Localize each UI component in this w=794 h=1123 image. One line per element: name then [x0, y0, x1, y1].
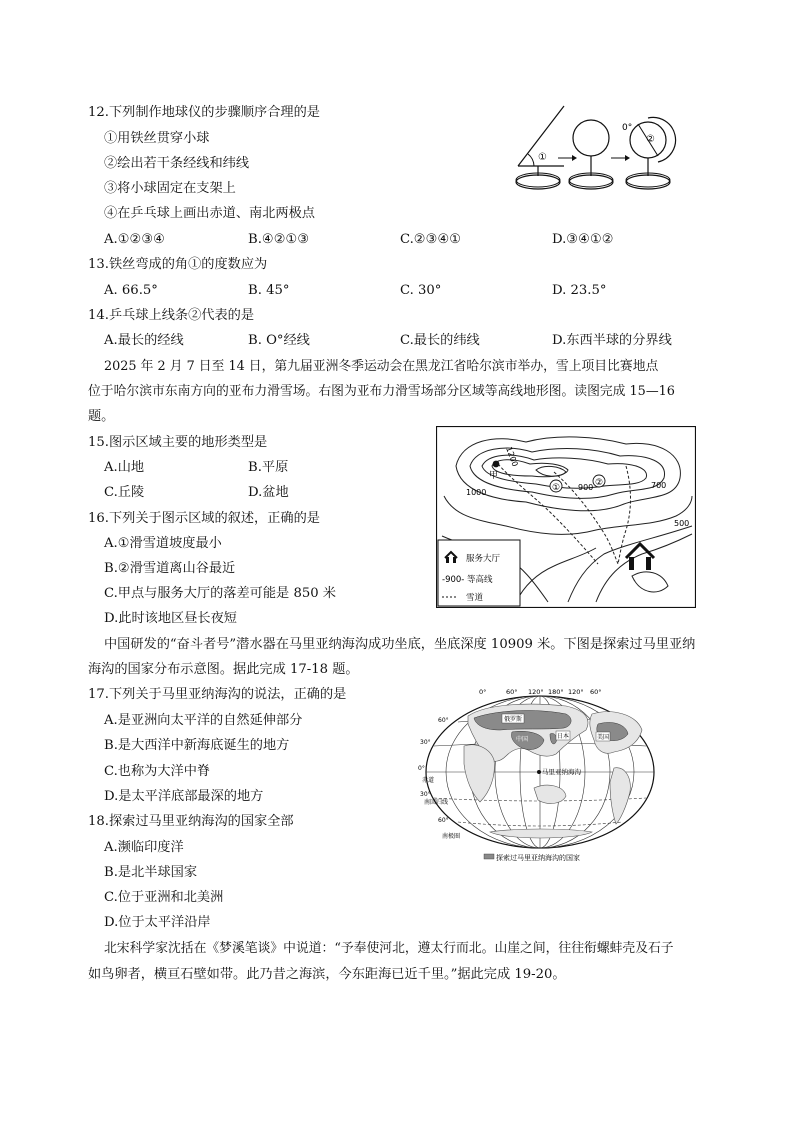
q12-step-3: ③将小球固定在支架上	[104, 181, 236, 196]
run-1-label: ①	[552, 483, 561, 493]
q12-step-1: ①用铁丝贯穿小球	[104, 131, 210, 146]
q14-option-d: D.东西半球的分界线	[552, 333, 672, 348]
lat-label-0: 0°	[418, 765, 425, 772]
map-caption: 探索过马里亚纳海沟的国家	[496, 854, 580, 862]
mariana-trench-point	[537, 770, 541, 774]
q12-step-2: ②绘出若干条经线和纬线	[104, 156, 250, 171]
contour-map	[436, 426, 696, 608]
q12-step-4: ④在乒乓球上画出赤道、南北两极点	[104, 206, 315, 221]
russia-label: 俄罗斯	[504, 716, 523, 723]
q17-option-c: C.也称为大洋中脊	[104, 764, 211, 779]
legend-hall: 服务大厅	[466, 554, 501, 564]
lon-tick-4: 120°	[568, 688, 584, 696]
q13-option-a: A. 66.5°	[104, 283, 158, 298]
japan-label: 日本	[557, 733, 570, 740]
run-2-label: ②	[595, 478, 604, 488]
q13-stem: 13.铁丝弯成的角①的度数应为	[88, 257, 268, 272]
q18-option-b: B.是北半球国家	[104, 865, 198, 880]
lon-tick-0: 0°	[479, 688, 487, 696]
q18-stem: 18.探索过马里亚纳海沟的国家全部	[88, 814, 294, 829]
q14-stem: 14.乒乓球上线条②代表的是	[88, 308, 255, 323]
trench-label: 马里亚纳海沟	[542, 768, 581, 776]
legend-run: 雪道	[466, 593, 484, 603]
equator-label: 赤道	[422, 777, 435, 784]
q17-option-d: D.是太平洋底部最深的地方	[104, 789, 264, 804]
q13-option-b: B. 45°	[248, 283, 290, 298]
contour-900-label: 900	[578, 483, 594, 492]
contour-1000-label: 1000	[466, 488, 487, 497]
q16-option-a: A.①滑雪道坡度最小	[104, 536, 222, 551]
q12-option-d: D.③④①②	[552, 232, 614, 247]
legend-contour: -900- 等高线	[442, 575, 493, 585]
usa-label: 美国	[597, 734, 610, 741]
q14-option-b: B. O°经线	[248, 333, 310, 348]
q16-option-d: D.此时该地区昼长夜短	[104, 611, 237, 626]
angle-label: ①	[538, 152, 547, 163]
passage2-line-2: 海沟的国家分布示意图。据此完成 17-18 题。	[88, 662, 359, 677]
tropic-label: 南回归线	[424, 799, 449, 806]
lat-label-30n: 30°	[420, 739, 431, 746]
q18-option-d: D.位于太平洋沿岸	[104, 915, 211, 930]
q15-option-a: A.山地	[104, 460, 145, 475]
lat-label-60n: 60°	[438, 717, 449, 724]
q16-stem: 16.下列关于图示区域的叙述，正确的是	[88, 511, 320, 526]
antarctic-label: 南极圈	[442, 833, 461, 840]
passage1-line-1: 2025 年 2 月 7 日至 14 日，第九届亚洲冬季运动会在黑龙江省哈尔滨市举办，雪上项目比赛地点	[104, 359, 659, 374]
contour-500-label: 500	[674, 519, 690, 528]
q17-option-b: B.是大西洋中新海底诞生的地方	[104, 738, 290, 753]
lat-label-60s: 60°	[438, 817, 449, 824]
world-map	[416, 684, 660, 864]
q16-option-c: C.甲点与服务大厅的落差可能是 850 米	[104, 586, 336, 601]
q14-option-c: C.最长的纬线	[400, 333, 480, 348]
jia-label: 甲	[489, 471, 499, 481]
lon-tick-2: 120°	[528, 688, 544, 696]
q12-option-c: C.②③④①	[400, 232, 462, 247]
q18-option-a: A.濒临印度洋	[104, 840, 184, 855]
passage3-line-2: 如鸟卵者，横亘石壁如带。此乃昔之海滨，今东距海已近千里。”据此完成 19-20。	[88, 967, 566, 982]
lat-label-30s: 30°	[420, 791, 431, 798]
q18-option-c: C.位于亚洲和北美洲	[104, 890, 224, 905]
q17-option-a: A.是亚洲向太平洋的自然延伸部分	[104, 713, 303, 728]
q12-option-a: A.①②③④	[104, 232, 166, 247]
lon-tick-1: 60°	[506, 688, 518, 696]
contour-700-label: 700	[651, 481, 667, 490]
q16-option-b: B.②滑雪道离山谷最近	[104, 561, 236, 576]
passage1-line-2: 位于哈尔滨市东南方向的亚布力滑雪场。右图为亚布力滑雪场部分区域等高线地形图。读图完成 15—16	[88, 384, 675, 399]
q13-option-c: C. 30°	[400, 283, 442, 298]
lon-tick-5: 60°	[590, 688, 602, 696]
q15-option-c: C.丘陵	[104, 485, 145, 500]
passage2-line-1: 中国研发的“奋斗者号”潜水器在马里亚纳海沟成功坐底，坐底深度 10909 米。下图是探索过马里亚纳	[104, 637, 696, 652]
passage1-line-3: 题。	[88, 409, 115, 424]
passage3-line-1: 北宋科学家沈括在《梦溪笔谈》中说道：“予奉使河北，遵太行而北。山崖之间，往往衔螺蚌壳及石子	[104, 941, 674, 956]
q15-stem: 15.图示区域主要的地形类型是	[88, 435, 268, 450]
q15-option-b: B.平原	[248, 460, 289, 475]
china-label: 中国	[516, 736, 529, 743]
caption-swatch	[484, 854, 494, 859]
q15-option-d: D.盆地	[248, 485, 289, 500]
degree-label: 0°	[622, 123, 633, 133]
q12-stem: 12.下列制作地球仪的步骤顺序合理的是	[88, 105, 320, 120]
q17-stem: 17.下列关于马里亚纳海沟的说法，正确的是	[88, 687, 347, 702]
q12-option-b: B.④②①③	[248, 232, 310, 247]
circle-label: ②	[646, 134, 655, 145]
q13-option-d: D. 23.5°	[552, 283, 607, 298]
contour-1200-label: 1200	[504, 445, 520, 468]
lon-tick-3: 180°	[548, 688, 564, 696]
q14-option-a: A.最长的经线	[104, 333, 184, 348]
globe-making-figure	[508, 100, 678, 196]
